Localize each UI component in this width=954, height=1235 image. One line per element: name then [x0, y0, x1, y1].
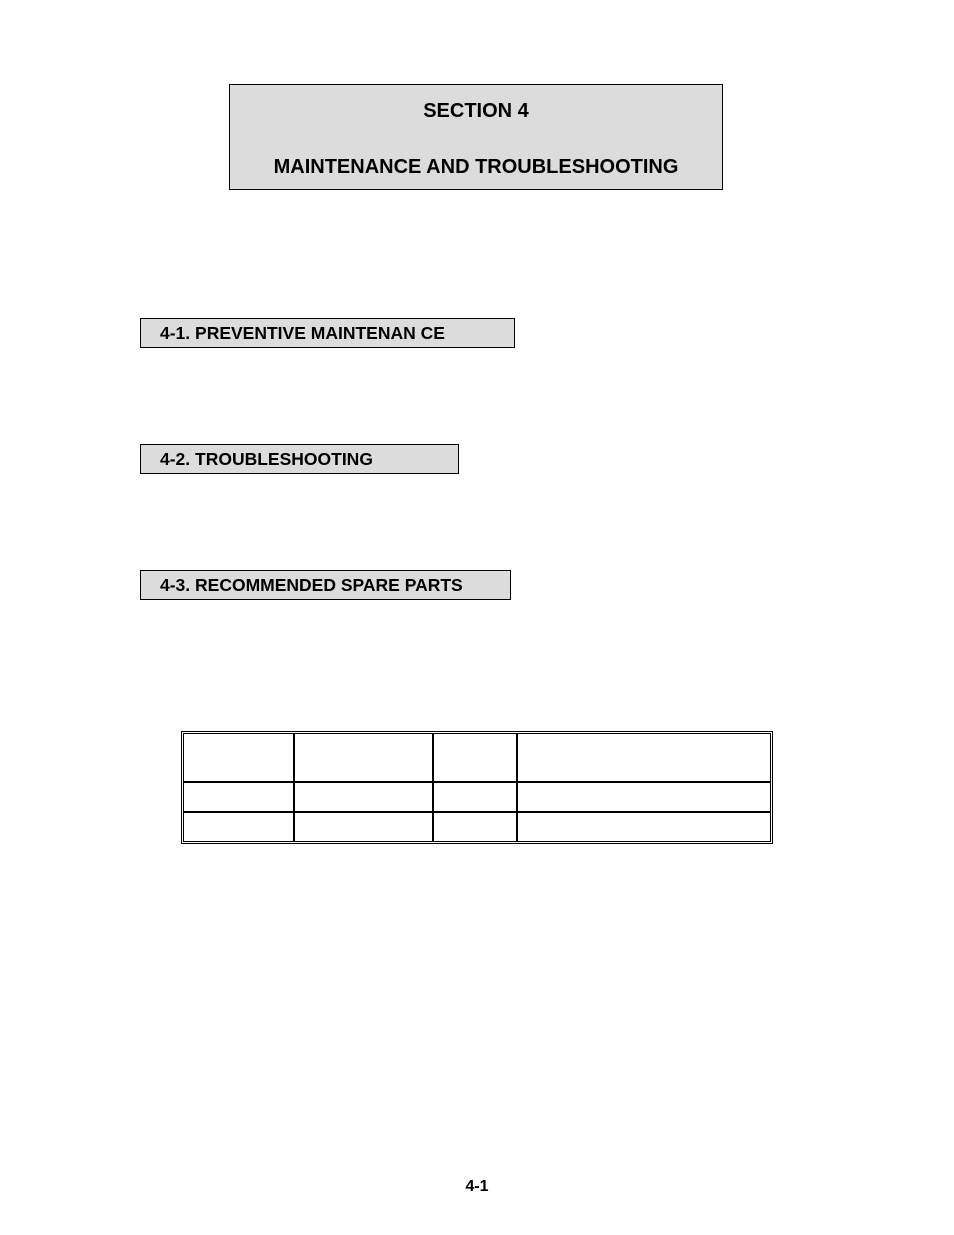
table-cell	[183, 782, 294, 812]
table-cell	[517, 812, 771, 842]
table-row	[183, 782, 771, 812]
section-title-box	[229, 84, 723, 190]
table-header-cell	[433, 733, 517, 782]
table-header-cell	[517, 733, 771, 782]
heading-preventive-maintenance: 4-1. PREVENTIVE MAINTENAN CE	[140, 318, 515, 348]
heading-troubleshooting: 4-2. TROUBLESHOOTING	[140, 444, 459, 474]
heading-recommended-spare-parts: 4-3. RECOMMENDED SPARE PARTS	[140, 570, 511, 600]
table-cell	[294, 782, 433, 812]
section-number: SECTION 4	[423, 100, 529, 122]
table-cell	[433, 812, 517, 842]
table-cell	[517, 782, 771, 812]
table-header-row	[183, 733, 771, 782]
table-header-cell	[183, 733, 294, 782]
table-cell	[183, 812, 294, 842]
page-number: 4-1	[465, 1178, 489, 1195]
section-title: MAINTENANCE AND TROUBLESHOOTING	[273, 156, 679, 178]
table-header-cell	[294, 733, 433, 782]
table-row	[183, 812, 771, 842]
table-cell	[294, 812, 433, 842]
table-cell	[433, 782, 517, 812]
spare-parts-table	[181, 731, 773, 844]
